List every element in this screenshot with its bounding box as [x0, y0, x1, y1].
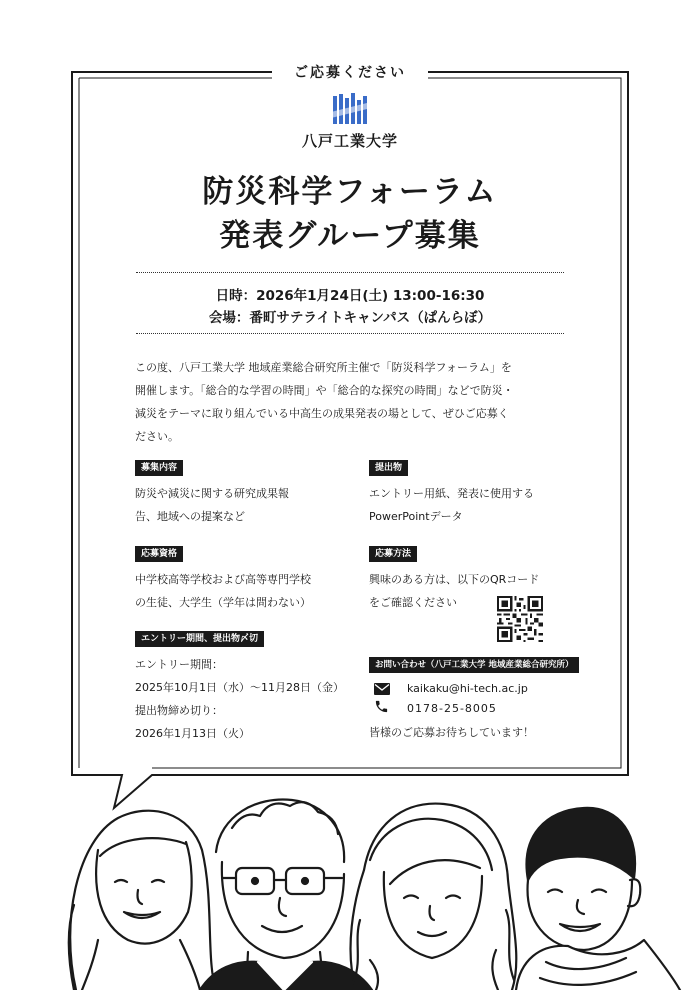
period-line: 2026年1月13日（火） — [135, 727, 250, 740]
period-line: 提出物締め切り： — [135, 704, 223, 717]
contact-badge: お問い合わせ（八戸工業大学 地域産業総合研究所） — [369, 657, 579, 673]
submission-badge: 提出物 — [369, 460, 408, 476]
university-name: 八戸工業大学 — [301, 132, 398, 150]
bubble-title: ご応募ください — [294, 65, 406, 81]
people-illustration — [0, 770, 700, 990]
period-line: エントリー期間： — [135, 658, 223, 671]
person-3-illustration — [351, 804, 517, 990]
eligibility-line: の生徒、大学生（学年は問わない） — [135, 596, 311, 609]
event-datetime: 日時：2026年1月24日(土) 13:00-16:30 — [215, 288, 485, 304]
phone-icon — [374, 699, 389, 714]
content-line: 告、地域への提案など — [135, 510, 245, 523]
intro-line: この度、八戸工業大学 地域産業総合研究所主催で「防災科学フォーラム」を — [135, 361, 512, 374]
contact-phone[interactable]: 0178-25-8005 — [407, 702, 497, 715]
method-text — [369, 568, 589, 614]
method-badge: 応募方法 — [369, 546, 417, 562]
person-1-illustration — [69, 811, 216, 990]
eligibility-line: 中学校高等学校および高等専門学校 — [135, 573, 311, 586]
closing-message: 皆様のご応募お待ちしています！ — [369, 726, 534, 739]
person-4-illustration — [516, 808, 680, 990]
person-2-illustration — [200, 799, 372, 990]
method-line: 興味のある方は、以下のQRコード — [369, 573, 540, 586]
contact-email[interactable]: kaikaku@hi-tech.ac.jp — [407, 682, 528, 695]
page-title-line1: 防災科学フォーラム — [202, 174, 498, 210]
intro-line: 開催します。「総合的な学習の時間」や「総合的な探究の時間」などで防災・ — [135, 384, 514, 397]
content-line: 防災や減災に関する研究成果報 — [135, 487, 289, 500]
content-text — [135, 482, 355, 528]
content-badge: 募集内容 — [135, 460, 183, 476]
eligibility-text — [135, 568, 365, 614]
intro-line: ださい。 — [135, 430, 179, 443]
period-text — [135, 653, 365, 745]
eligibility-badge: 応募資格 — [135, 546, 183, 562]
submission-line: PowerPointデータ — [369, 510, 463, 523]
page-title-line2: 発表グループ募集 — [219, 218, 481, 254]
divider-bottom — [136, 333, 564, 334]
divider-top — [136, 272, 564, 273]
intro-text — [135, 356, 565, 448]
period-badge: エントリー期間、提出物〆切 — [135, 631, 264, 647]
submission-text — [369, 482, 589, 528]
period-line: 2025年10月1日（水）～11月28日（金） — [135, 681, 344, 694]
intro-line: 減災をテーマに取り組んでいる中高生の成果発表の場として、ぜひご応募く — [135, 407, 509, 420]
submission-line: エントリー用紙、発表に使用する — [369, 487, 534, 500]
qr-code[interactable] — [497, 596, 543, 642]
university-logo — [331, 92, 371, 128]
mail-icon — [374, 683, 390, 695]
event-venue: 会場：番町サテライトキャンパス（ぱんらぼ） — [208, 310, 492, 326]
method-line: をご確認ください — [369, 596, 457, 609]
